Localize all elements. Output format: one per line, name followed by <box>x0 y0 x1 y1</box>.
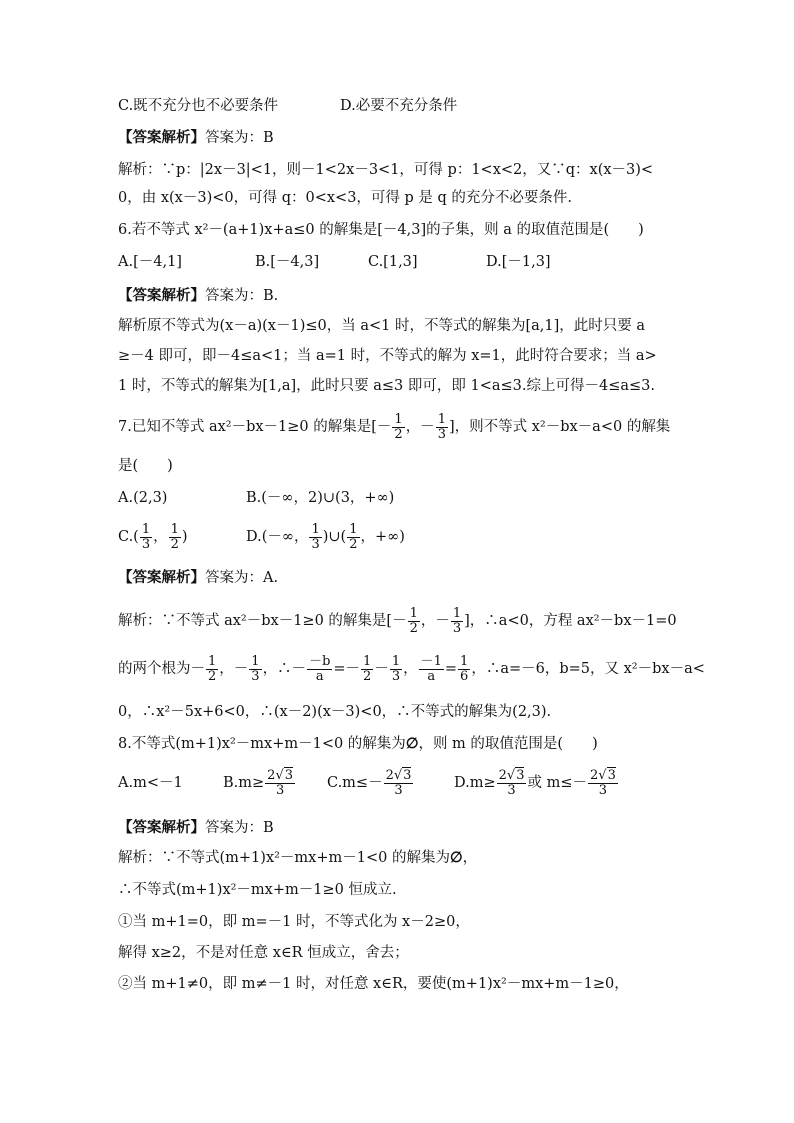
empty-set-symbol: ∅ <box>405 735 419 752</box>
q7-answer-line <box>118 568 278 588</box>
fraction: $\frac{1}{6}$ <box>460 653 469 684</box>
q8-stem: 8.不等式(m+1)x²－mx+m－1<0 的解集为∅，则 m 的取值范围是( ) <box>118 735 598 752</box>
q7-options-ab <box>118 488 395 508</box>
q7-stem: 7.已知不等式 ax²－bx－1≥0 的解集是[－ $\frac{1}{2}$ ，－ $\frac{1}{3}$ ]，则不等式 x²－bx－a<0 的解集 <box>118 411 671 442</box>
empty-set-symbol: ∅ <box>449 849 463 866</box>
fraction: $\frac{2√3}{3}$ <box>385 767 412 798</box>
q8-explanation-line-3: ①当 m+1=0，即 m=－1 时，不等式化为 x－2≥0， <box>118 914 470 930</box>
q7-explanation-line-3: 0，∴x²－5x+6<0，∴(x－2)(x－3)<0，∴不等式的解集为(2,3). <box>118 704 552 720</box>
q7-stem-end: 是( ) <box>118 458 173 474</box>
q6-answer-line <box>118 286 278 306</box>
q8-option-a: A.m<－1 <box>118 775 183 791</box>
q6-option-a: A.[－4,1] <box>118 254 182 270</box>
q7-option-c: C.( $\frac{1}{3}$ ， $\frac{1}{2}$ ) <box>118 521 188 552</box>
fraction: $\frac{1}{3}$ <box>391 653 401 684</box>
q8-explanation-line-4: 解得 x≥2，不是对任意 x∈R 恒成立，舍去； <box>118 945 409 961</box>
q8-explanation-line-5: ②当 m+1≠0，即 m≠－1 时，对任意 x∈R，要使(m+1)x²－mx+m－1≥0， <box>118 976 629 992</box>
fraction: $\frac{1}{2}$ <box>208 653 217 684</box>
fraction: $\frac{2√3}{3}$ <box>267 767 294 798</box>
fraction: $\frac{-1}{a}$ <box>420 653 442 684</box>
q7-option-d: D.(－∞， $\frac{1}{3}$ )∪( $\frac{1}{2}$ ，+∞) <box>246 521 405 552</box>
q7-explanation-line-2: 的两个根为－ $\frac{1}{2}$ ，－ $\frac{1}{3}$ ，∴－ $\frac{-b}{a}$ =－ $\frac{1}{2}$ － $\frac{1}{3}$ ， $\frac{-1}{a}$ = $\frac{1}{6}$ ，∴a=－6，b=5，又 x²－bx－a< <box>118 653 705 684</box>
q7-option-b: B.(－∞，2)∪(3，+∞) <box>246 490 395 506</box>
q5-answer-line <box>118 128 274 148</box>
q6-option-c: C.[1,3] <box>368 254 418 270</box>
q7-option-a: A.(2,3) <box>118 490 168 506</box>
q5-answer: 答案为：B <box>205 130 274 146</box>
fraction: $\frac{-b}{a}$ <box>309 653 331 684</box>
q8-explanation-line-1: 解析：∵不等式(m+1)x²－mx+m－1<0 的解集为∅， <box>118 849 478 866</box>
fraction: $\frac{1}{3}$ <box>311 521 320 552</box>
q6-answer: 答案为：B. <box>205 288 279 304</box>
fraction: $\frac{1}{2}$ <box>349 521 358 552</box>
fraction: $\frac{1}{3}$ <box>437 411 446 442</box>
q6-explanation-line-2: ≥－4 即可，即－4≤a<1；当 a=1 时，不等式的解为 x=1，此时符合要求；当 a> <box>118 348 657 364</box>
fraction: $\frac{2√3}{3}$ <box>498 767 525 798</box>
fraction: $\frac{1}{2}$ <box>394 411 403 442</box>
q6-explanation-line-3: 1 时，不等式的解集为[1,a]，此时只要 a≤3 即可，即 1<a≤3.综上可得－4≤a≤3. <box>118 378 655 394</box>
q5-options-line <box>118 96 458 116</box>
q8-options-line <box>118 764 616 802</box>
answer-tag: 【答案解析】 <box>118 129 205 146</box>
q7-explanation-line-1: 解析：∵不等式 ax²－bx－1≥0 的解集是[－ $\frac{1}{2}$ ，－ $\frac{1}{3}$ ]，∴a<0，方程 ax²－bx－1=0 <box>118 605 677 636</box>
q6-explanation-line-1: 解析原不等式为(x－a)(x－1)≤0，当 a<1 时，不等式的解集为[a,1]，此时只要 a <box>118 318 646 334</box>
q6-stem: 6.若不等式 x²－(a+1)x+a≤0 的解集是[－4,3]的子集，则 a 的取值范围是( ) <box>118 222 644 238</box>
q8-option-d: D.m≥ $\frac{2√3}{3}$ 或 m≤－ $\frac{2√3}{3}$ <box>454 767 616 798</box>
q7-answer: 答案为：A. <box>205 570 279 586</box>
answer-tag: 【答案解析】 <box>118 287 205 304</box>
q8-option-c: C.m≤－ $\frac{2√3}{3}$ <box>327 767 412 798</box>
fraction: $\frac{1}{3}$ <box>141 521 151 552</box>
q6-option-b: B.[－4,3] <box>255 254 320 270</box>
q5-option-d: D.必要不充分条件 <box>340 98 458 114</box>
fraction: $\frac{1}{2}$ <box>363 653 372 684</box>
fraction: $\frac{1}{3}$ <box>452 605 462 636</box>
answer-tag: 【答案解析】 <box>118 819 205 836</box>
q7-options-cd <box>118 520 405 554</box>
q6-options-line <box>118 252 551 272</box>
q5-explanation-line-2: 0，由 x(x－3)<0，可得 q：0<x<3，可得 p 是 q 的充分不必要条件. <box>118 190 573 206</box>
q5-explanation-line-1: 解析：∵p：|2x－3|<1，则－1<2x－3<1，可得 p：1<x<2，又∵q：x(x－3)< <box>118 162 654 178</box>
fraction: $\frac{1}{2}$ <box>170 521 179 552</box>
answer-tag: 【答案解析】 <box>118 569 205 586</box>
q8-explanation-line-2: ∴不等式(m+1)x²－mx+m－1≥0 恒成立. <box>118 882 397 898</box>
q8-option-b: B.m≥ $\frac{2√3}{3}$ <box>223 767 294 798</box>
q8-answer-line <box>118 818 274 838</box>
q5-option-c: C.既不充分也不必要条件 <box>118 98 279 114</box>
q8-answer: 答案为：B <box>205 820 274 836</box>
q6-option-d: D.[－1,3] <box>486 254 551 270</box>
fraction: $\frac{2√3}{3}$ <box>590 767 616 798</box>
fraction: $\frac{1}{3}$ <box>251 653 260 684</box>
fraction: $\frac{1}{2}$ <box>409 605 418 636</box>
